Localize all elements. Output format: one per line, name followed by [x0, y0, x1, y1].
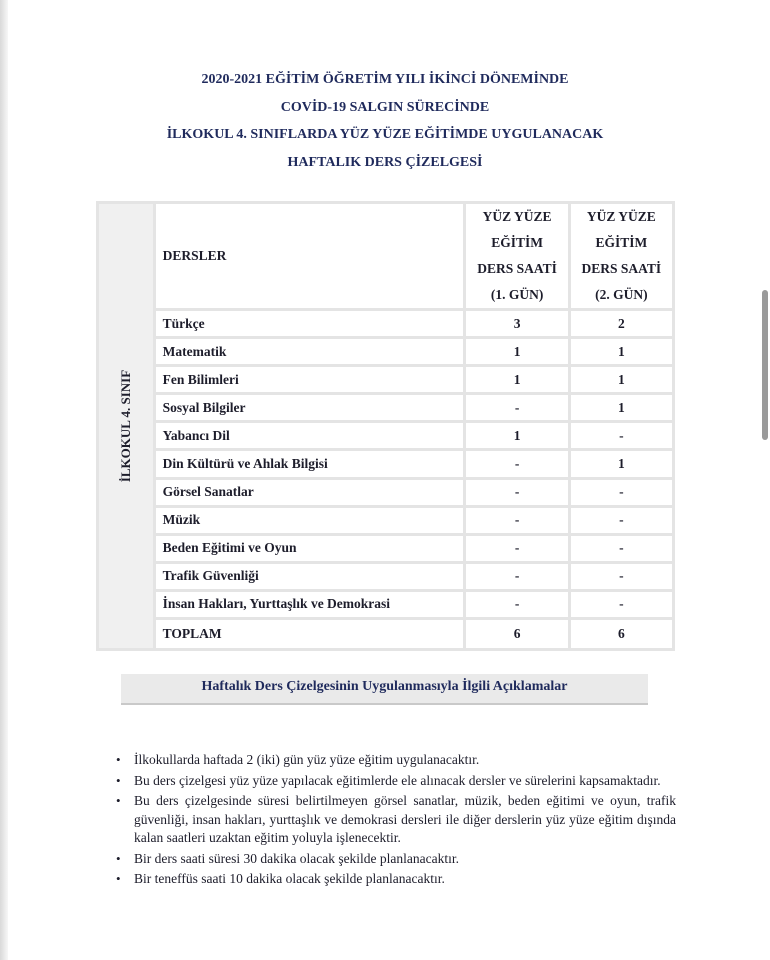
subject-cell: Türkçe	[156, 311, 464, 336]
subject-cell: Matematik	[156, 339, 464, 364]
day2-hours-cell: 1	[571, 451, 672, 476]
day2-hours-cell: -	[571, 480, 672, 505]
day1-hours-cell: 1	[466, 339, 567, 364]
bullet-icon: •	[116, 850, 121, 866]
note-text: İlkokullarda haftada 2 (iki) gün yüz yüze eğitim uygulanacaktır.	[134, 752, 480, 767]
day2-hours-cell: -	[571, 536, 672, 561]
grade-side-label-cell	[99, 204, 153, 648]
subject-cell: Din Kültürü ve Ahlak Bilgisi	[156, 451, 464, 476]
day2-hours-cell: 1	[571, 339, 672, 364]
grade-side-label: İLKOKUL 4. SINIF	[117, 369, 133, 483]
note-text: Bir ders saati süresi 30 dakika olacak şekilde planlanacaktır.	[134, 850, 460, 866]
day2-hours-cell: 1	[571, 395, 672, 420]
day2-hours-cell: 2	[571, 311, 672, 336]
total-row	[99, 620, 672, 648]
day1-hours-cell: -	[466, 592, 567, 617]
note-item	[116, 751, 676, 770]
day2-hours-cell: -	[571, 508, 672, 533]
day1-hours-cell: -	[466, 536, 567, 561]
title-line: İLKOKUL 4. SINIFLARDA YÜZ YÜZE EĞİTİMDE UYGULANACAK	[166, 127, 604, 142]
table-row	[99, 592, 672, 617]
table-header-row	[99, 204, 672, 308]
table-row	[99, 451, 672, 476]
day1-hours-cell: 1	[466, 423, 567, 448]
subjects-header: DERSLER	[156, 204, 464, 308]
subject-cell: İnsan Hakları, Yurttaşlık ve Demokrasi	[156, 592, 464, 617]
day2-hours-cell: -	[571, 423, 672, 448]
day2-header-line: YÜZ YÜZE	[586, 209, 656, 225]
bullet-icon: •	[116, 752, 121, 767]
day1-hours-cell: -	[466, 451, 567, 476]
day1-hours-cell: -	[466, 480, 567, 505]
table-row	[99, 564, 672, 589]
day2-hours-cell: 1	[571, 367, 672, 392]
table-row	[99, 536, 672, 561]
day2-header-line: (2. GÜN)	[595, 287, 648, 303]
notes-list	[116, 751, 676, 891]
day1-hours-cell: -	[466, 395, 567, 420]
subject-cell: Sosyal Bilgiler	[156, 395, 464, 420]
table-row	[99, 480, 672, 505]
document-title	[0, 66, 770, 176]
subject-cell: Yabancı Dil	[156, 423, 464, 448]
day2-header-line: DERS SAATİ	[581, 261, 662, 277]
subject-cell: Beden Eğitimi ve Oyun	[156, 536, 464, 561]
day1-header-line: DERS SAATİ	[477, 261, 557, 277]
title-line: 2020-2021 EĞİTİM ÖĞRETİM YILI İKİNCİ DÖNEMİNDE	[201, 72, 569, 87]
note-item	[116, 792, 676, 848]
note-text: Bir teneffüs saati 10 dakika olacak şekilde planlanacaktır.	[134, 871, 445, 886]
bullet-icon: •	[116, 772, 121, 788]
note-text: Bu ders çizelgesi yüz yüze yapılacak eğitimlerde ele alınacak dersler ve sürelerini kapsamaktadır.	[134, 772, 661, 788]
title-line: HAFTALIK DERS ÇİZELGESİ	[287, 154, 483, 170]
subject-cell: Fen Bilimleri	[156, 367, 464, 392]
day2-header	[571, 204, 672, 308]
day2-total: 6	[571, 620, 672, 648]
subject-cell: Müzik	[156, 508, 464, 533]
day1-header-line: EĞİTİM	[491, 235, 543, 251]
table-row	[99, 311, 672, 336]
explanation-heading: Haftalık Ders Çizelgesinin Uygulanmasıyla İlgili Açıklamalar	[121, 674, 648, 705]
day1-total: 6	[466, 620, 567, 648]
table-row	[99, 508, 672, 533]
note-item	[116, 870, 676, 889]
note-item	[116, 850, 676, 869]
note-item	[116, 772, 676, 791]
day1-hours-cell: -	[466, 508, 567, 533]
day2-header-line: EĞİTİM	[595, 235, 648, 251]
day1-hours-cell: 1	[466, 367, 567, 392]
total-label: TOPLAM	[156, 620, 464, 648]
subject-cell: Görsel Sanatlar	[156, 480, 464, 505]
subject-cell: Trafik Güvenliği	[156, 564, 464, 589]
title-line: COVİD-19 SALGIN SÜRECİNDE	[280, 99, 490, 115]
table-row	[99, 395, 672, 420]
bullet-icon: •	[116, 793, 121, 808]
day1-header-line: (1. GÜN)	[490, 287, 544, 303]
day2-hours-cell: -	[571, 564, 672, 589]
day1-hours-cell: 3	[466, 311, 567, 336]
table-row	[99, 423, 672, 448]
day1-header-line: YÜZ YÜZE	[482, 209, 552, 225]
table-row	[99, 367, 672, 392]
day1-header	[466, 204, 567, 308]
day2-hours-cell: -	[571, 592, 672, 617]
schedule-table	[96, 201, 675, 651]
bullet-icon: •	[116, 871, 121, 886]
day1-hours-cell: -	[466, 564, 567, 589]
note-text: Bu ders çizelgesinde süresi belirtilmeyen görsel sanatlar, müzik, beden eğitimi ve oyun, trafik güvenliği, insan hakları, yurttaşlık ve demokrasi dersleri ile diğer derslerin yüz yüze eğitim dışında kalan saatleri uzaktan eğitim yoluyla işlenecektir.	[134, 793, 676, 845]
scrollbar[interactable]	[762, 290, 768, 440]
table-row	[99, 339, 672, 364]
